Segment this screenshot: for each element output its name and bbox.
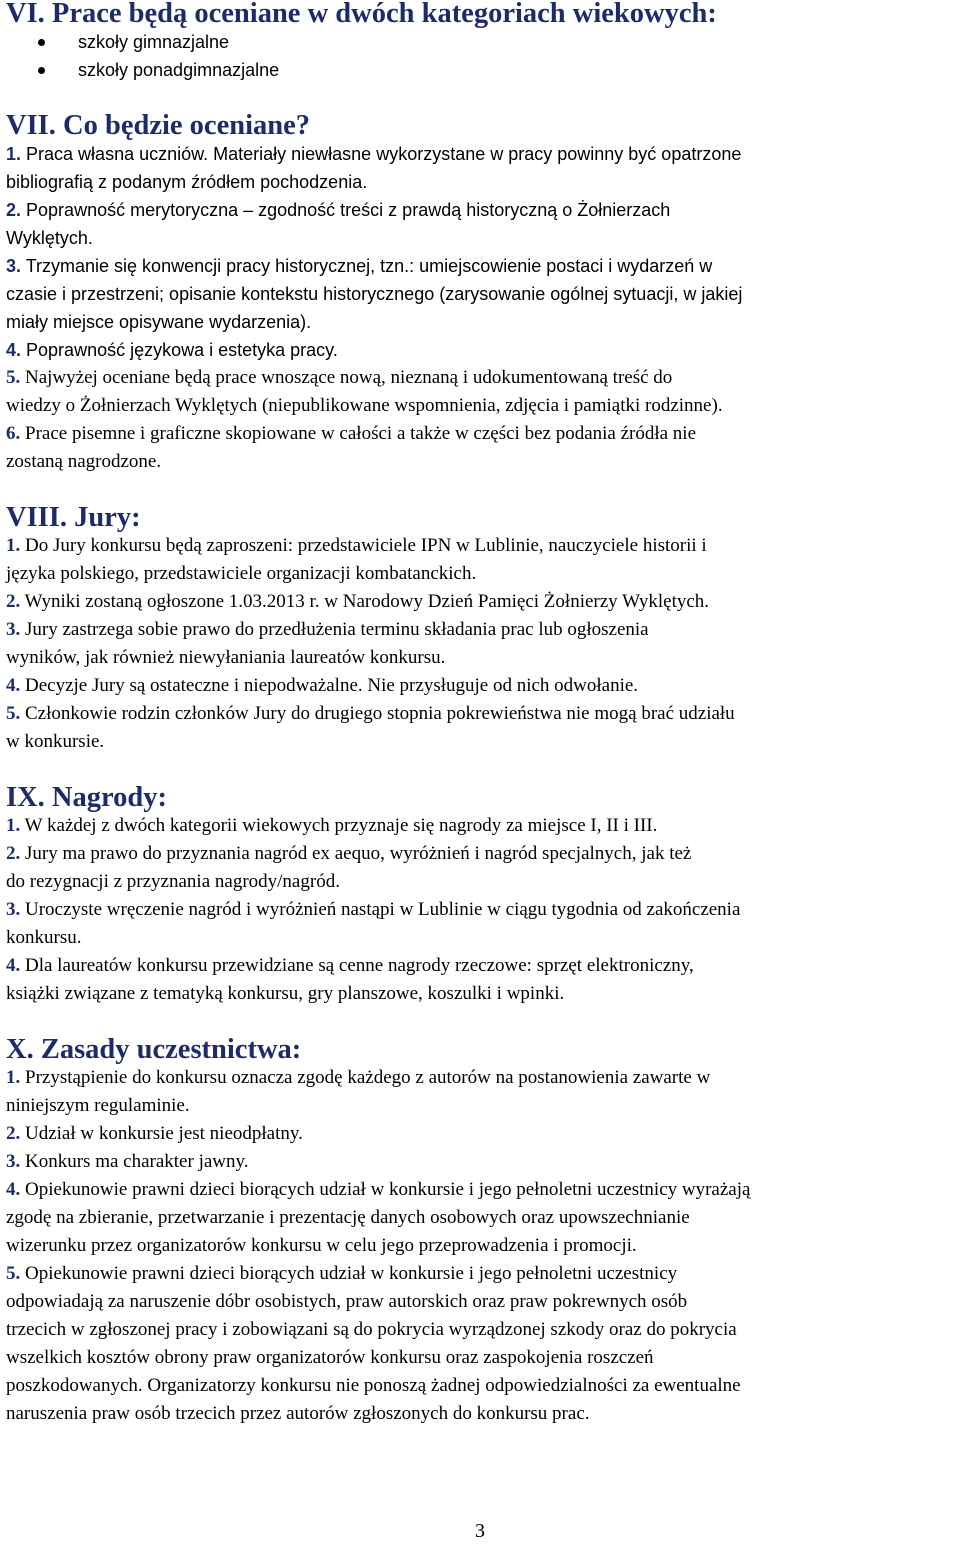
item-number: 6. [6, 423, 21, 444]
list-item [6, 1064, 954, 1120]
item-text: czasie i przestrzeni; opisanie kontekstu historycznego (zarysowanie ogólnej sytuacji, w jakiej [6, 284, 743, 304]
item-text: Konkurs ma charakter jawny. [25, 1151, 249, 1172]
list-item [6, 1120, 954, 1148]
item-number: 3. [6, 619, 21, 640]
item-text: Członkowie rodzin członków Jury do drugiego stopnia pokrewieństwa nie mogą brać udziału [25, 703, 735, 724]
item-text: języka polskiego, przedstawiciele organizacji kombatanckich. [6, 563, 477, 584]
list-item [6, 952, 954, 1008]
page-number: 3 [475, 1520, 485, 1542]
item-number: 3. [6, 899, 21, 920]
item-number: 3. [6, 256, 22, 276]
item-text: książki związane z tematyką konkursu, gry planszowe, koszulki i wpinki. [6, 983, 565, 1004]
item-number: 2. [6, 1123, 21, 1144]
list-item [6, 252, 954, 336]
item-text: bibliografią z podanym źródłem pochodzenia. [6, 172, 368, 192]
item-text: niniejszym regulaminie. [6, 1095, 190, 1116]
list-item [6, 1260, 954, 1428]
item-text: Prace pisemne i graficzne skopiowane w całości a także w części bez podania źródła nie [25, 423, 697, 444]
list-item [6, 196, 954, 252]
list-item-text: szkoły ponadgimnazjalne [78, 60, 280, 80]
item-text: odpowiadają za naruszenie dóbr osobistych, praw autorskich oraz praw pokrewnych osób [6, 1291, 688, 1312]
section-heading: IX. Nagrody: [6, 782, 167, 813]
item-number: 3. [6, 1151, 21, 1172]
item-text: w konkursie. [6, 731, 105, 752]
item-text: Jury zastrzega sobie prawo do przedłużenia terminu składania prac lub ogłoszenia [25, 619, 649, 640]
item-text: Wyniki zostaną ogłoszone 1.03.2013 r. w Narodowy Dzień Pamięci Żołnierzy Wyklętych. [24, 591, 710, 612]
list-item-text: szkoły gimnazjalne [78, 32, 230, 52]
item-number: 1. [6, 815, 21, 836]
list-item [6, 812, 954, 840]
list-item [6, 364, 954, 420]
bullet-icon [38, 39, 45, 46]
list-item [6, 840, 954, 896]
item-number: 1. [6, 1067, 21, 1088]
section-heading: VII. Co będzie oceniane? [6, 110, 310, 141]
section-ix [6, 784, 954, 1008]
item-text: wizerunku przez organizatorów konkursu w celu jego przeprowadzenia i promocji. [6, 1235, 637, 1256]
list-item [6, 1148, 954, 1176]
item-text: naruszenia praw osób trzecich przez autorów zgłoszonych do konkursu prac. [6, 1403, 590, 1424]
item-text: Udział w konkursie jest nieodpłatny. [25, 1123, 303, 1144]
item-number: 4. [6, 955, 21, 976]
item-text: wyników, jak również niewyłaniania laureatów konkursu. [6, 647, 446, 668]
item-text: Trzymanie się konwencji pracy historycznej, tzn. [25, 256, 410, 276]
item-text: wszelkich kosztów obrony praw organizatorów konkursu oraz zaspokojenia roszczeń [6, 1347, 654, 1368]
list-item [6, 532, 954, 588]
list-item [6, 28, 954, 56]
document-content [6, 0, 954, 1428]
section-heading: X. Zasady uczestnictwa: [6, 1034, 302, 1065]
section-heading: VI. Prace będą oceniane w dwóch kategoriach wiekowych: [6, 0, 717, 29]
item-text: zgodę na zbieranie, przetwarzanie i prezentację danych osobowych oraz upowszechnianie [6, 1207, 690, 1228]
item-number: 4. [6, 1179, 21, 1200]
item-text: : umiejscowienie postaci i wydarzeń w [409, 256, 713, 276]
item-text: miały miejsce opisywane wydarzenia). [6, 312, 312, 332]
item-number: 1. [6, 144, 22, 164]
list-item [6, 56, 954, 84]
list-item [6, 700, 954, 756]
item-text: Opiekunowie prawni dzieci biorących udział w konkursie i jego pełnoletni uczestnicy wyrażają [25, 1179, 751, 1200]
section-viii [6, 504, 954, 756]
item-text: Do Jury konkursu będą zaproszeni: przedstawiciele IPN w Lublinie, nauczyciele historii i [25, 535, 707, 556]
list-item [6, 140, 954, 196]
item-text: do rezygnacji z przyznania nagrody/nagród. [6, 871, 340, 892]
item-text: Przystąpienie do konkursu oznacza zgodę każdego z autorów na postanowienia zawarte w [25, 1067, 711, 1088]
item-text: Poprawność językowa i estetyka pracy. [26, 340, 338, 360]
item-text: Opiekunowie prawni dzieci biorących udział w konkursie i jego pełnoletni uczestnicy [25, 1263, 678, 1284]
item-text: W każdej z dwóch kategorii wiekowych przyznaje się nagrody za miejsce I, II i III. [24, 815, 658, 836]
item-number: 1. [6, 535, 21, 556]
item-text: wiedzy o Żołnierzach Wyklętych (niepublikowane wspomnienia, zdjęcia i pamiątki rodzinne). [6, 395, 723, 416]
bullet-icon [38, 67, 45, 74]
section-x [6, 1036, 954, 1428]
section-vi [6, 0, 954, 84]
item-text: Jury ma prawo do przyznania nagród ex aequo, wyróżnień i nagród specjalnych, jak też [25, 843, 692, 864]
category-list [6, 28, 954, 84]
item-text: Najwyżej oceniane będą prace wnoszące nową, nieznaną i udokumentowaną treść do [25, 367, 673, 388]
list-item [6, 616, 954, 672]
item-text: Praca własna uczniów. Materiały niewłasne wykorzystane w pracy powinny być opatrzone [26, 144, 742, 164]
item-text: poszkodowanych. Organizatorzy konkursu nie ponoszą żadnej odpowiedzialności za ewentualne [6, 1375, 741, 1396]
item-number: 5. [6, 1263, 21, 1284]
item-text: Dla laureatów konkursu przewidziane są cenne nagrody rzeczowe: sprzęt elektroniczny, [25, 955, 694, 976]
list-item [6, 588, 954, 616]
item-number: 5. [6, 367, 21, 388]
item-text: Wyklętych. [6, 228, 93, 248]
list-item [6, 896, 954, 952]
section-heading: VIII. Jury: [6, 502, 141, 533]
item-text: Uroczyste wręczenie nagród i wyróżnień nastąpi w Lublinie w ciągu tygodnia od zakończenia [25, 899, 741, 920]
item-text: Decyzje Jury są ostateczne i niepodważalne. Nie przysługuje od nich odwołanie. [25, 675, 639, 696]
item-number: 4. [6, 675, 21, 696]
item-text: Poprawność merytoryczna – zgodność treści z prawdą historyczną o Żołnierzach [26, 200, 671, 220]
item-text: trzecich w zgłoszonej pracy i zobowiązani są do pokrycia wyrządzonej szkody oraz do pokrycia [6, 1319, 737, 1340]
list-item [6, 672, 954, 700]
item-text: konkursu. [6, 927, 82, 948]
list-item [6, 1176, 954, 1260]
list-item [6, 420, 954, 476]
list-item [6, 336, 954, 364]
item-number: 4. [6, 340, 22, 360]
item-number: 2. [6, 843, 21, 864]
item-number: 2. [6, 591, 21, 612]
item-number: 5. [6, 703, 21, 724]
item-number: 2. [6, 200, 22, 220]
item-text: zostaną nagrodzone. [6, 451, 162, 472]
section-vii [6, 112, 954, 476]
